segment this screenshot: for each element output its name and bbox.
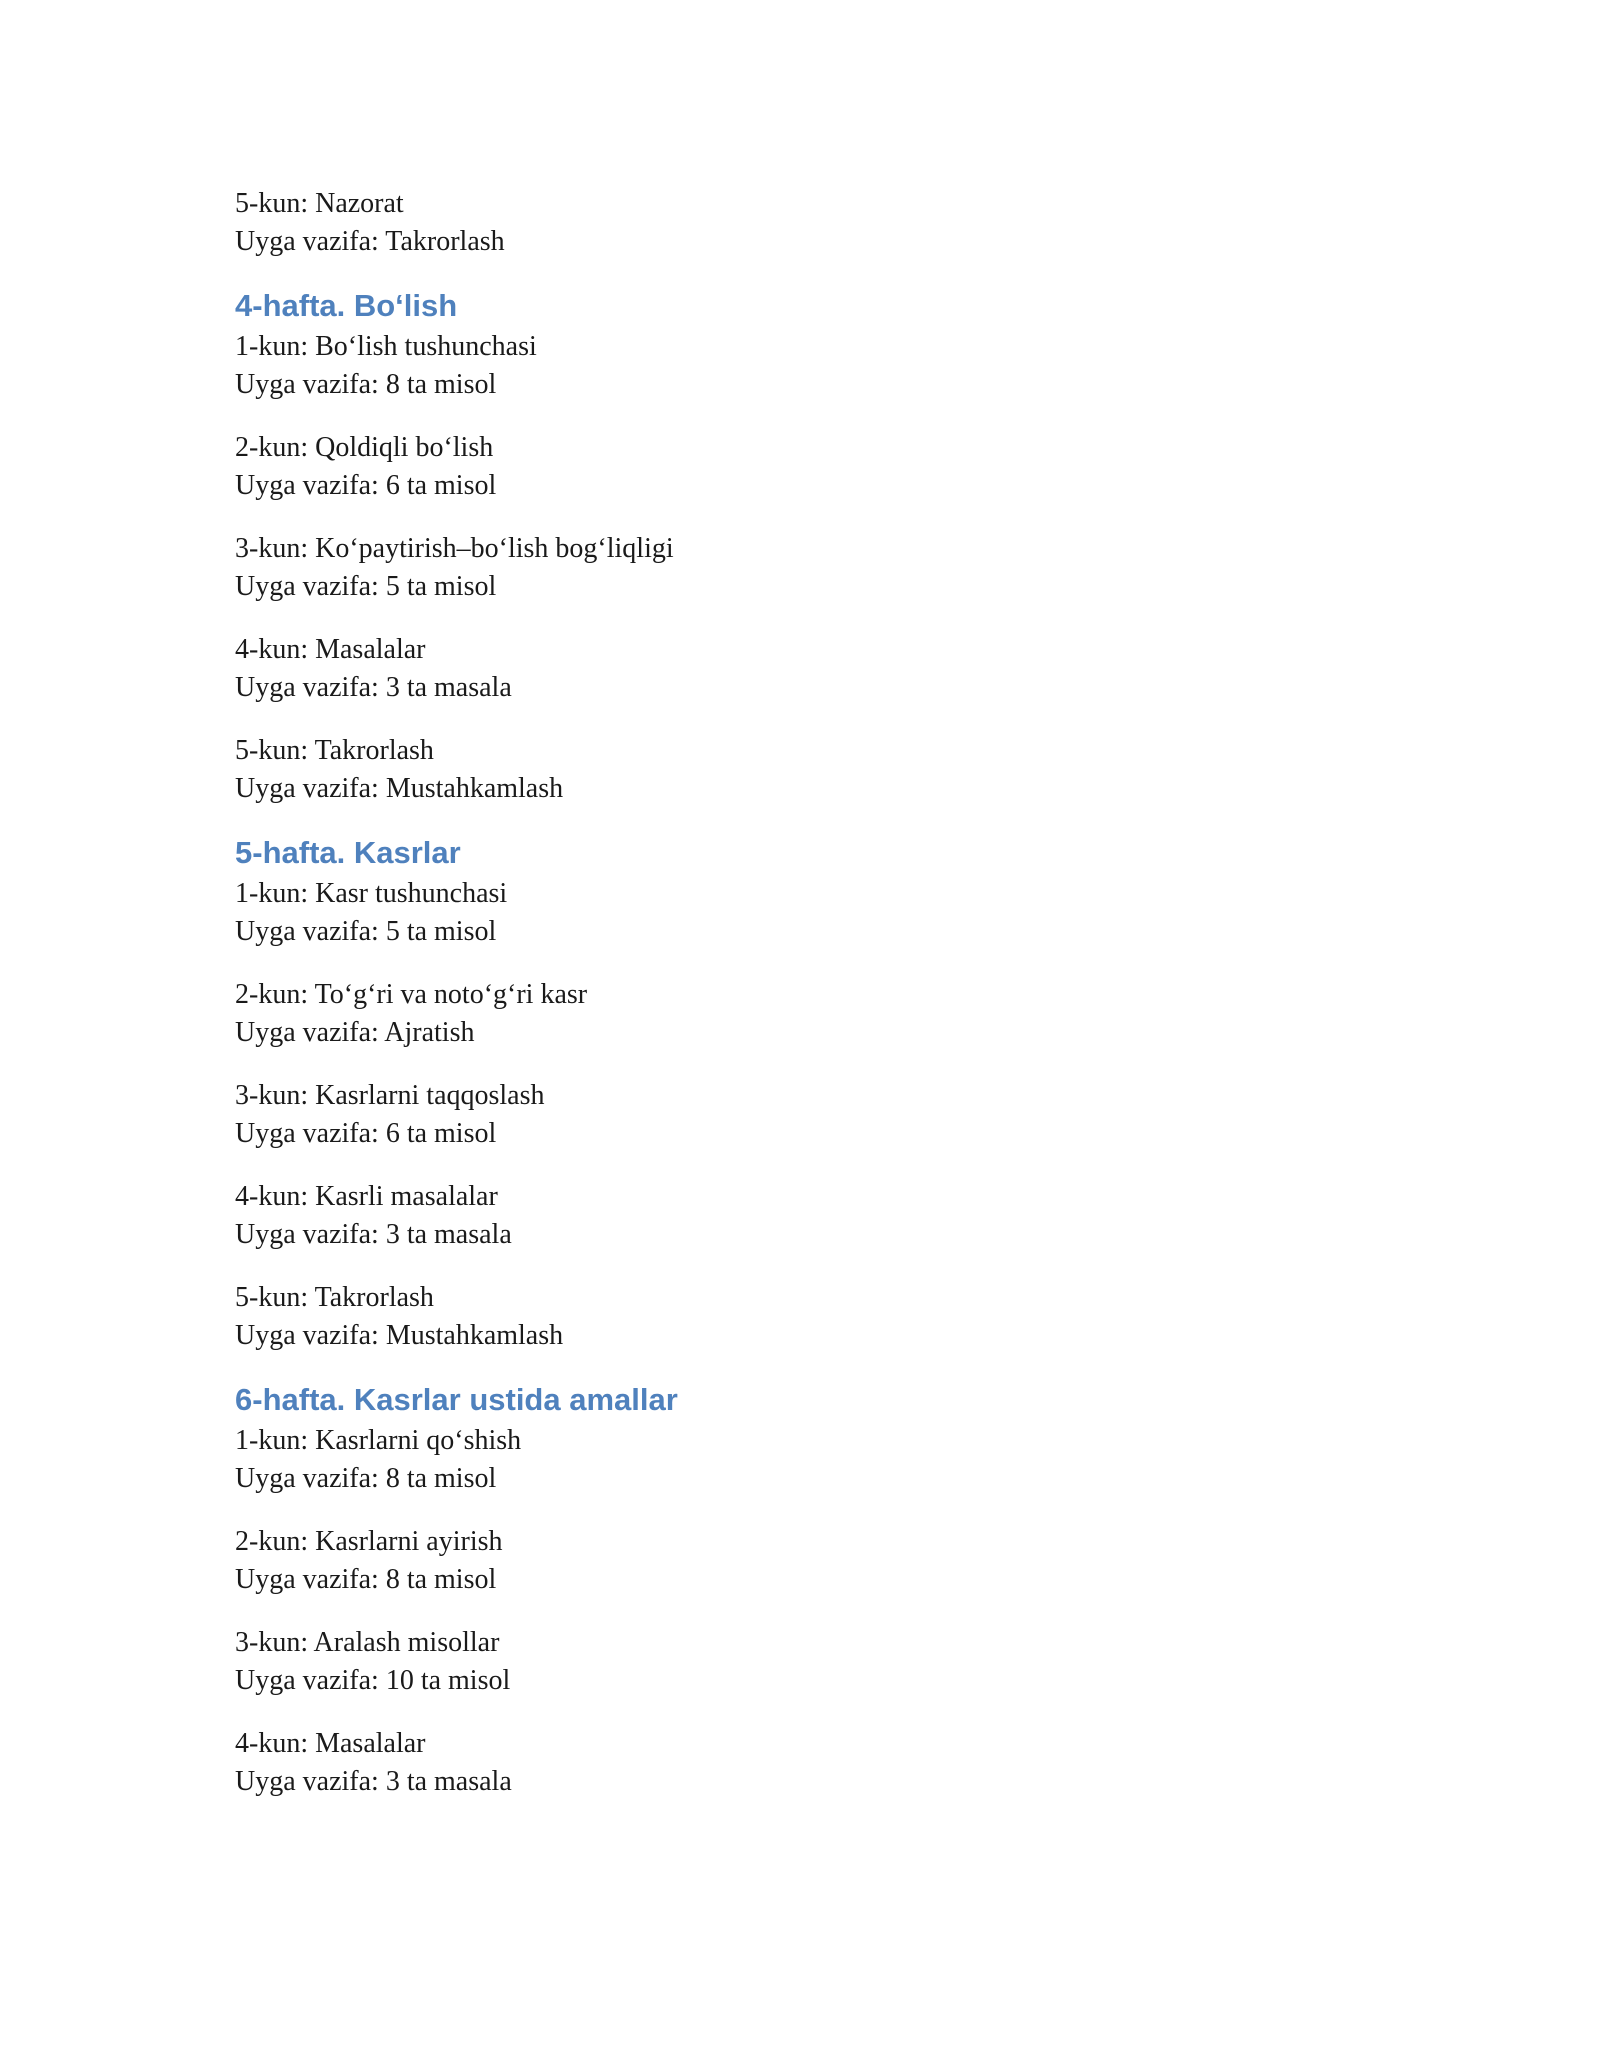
week-heading: 6-hafta. Kasrlar ustida amallar (235, 1382, 678, 1417)
day-topic: 4-kun: Masalalar (235, 634, 426, 665)
day-topic: 3-kun: Aralash misollar (235, 1627, 500, 1658)
day-topic: 2-kun: Qoldiqli bo‘lish (235, 432, 494, 463)
day-entry (235, 1523, 1385, 1599)
day-topic: 5-kun: Nazorat (235, 188, 404, 219)
week-section-4 (235, 286, 1385, 808)
week-heading: 5-hafta. Kasrlar (235, 835, 461, 870)
day-entry (235, 1422, 1385, 1498)
day-entry (235, 875, 1385, 951)
day-homework: Uyga vazifa: 5 ta misol (235, 916, 497, 947)
day-homework: Uyga vazifa: Ajratish (235, 1017, 475, 1048)
day-topic: 3-kun: Kasrlarni taqqoslash (235, 1080, 545, 1111)
day-topic: 1-kun: Kasr tushunchasi (235, 878, 508, 909)
day-topic: 3-kun: Ko‘paytirish–bo‘lish bog‘liqligi (235, 533, 674, 564)
day-homework: Uyga vazifa: Mustahkamlash (235, 1320, 564, 1351)
day-homework: Uyga vazifa: 6 ta misol (235, 1118, 497, 1149)
day-topic: 2-kun: To‘g‘ri va noto‘g‘ri kasr (235, 979, 588, 1010)
day-topic: 1-kun: Bo‘lish tushunchasi (235, 331, 537, 362)
day-topic: 1-kun: Kasrlarni qo‘shish (235, 1425, 522, 1456)
day-homework: Uyga vazifa: Mustahkamlash (235, 773, 564, 804)
day-homework: Uyga vazifa: Takrorlash (235, 226, 505, 257)
day-topic: 2-kun: Kasrlarni ayirish (235, 1526, 503, 1557)
day-homework: Uyga vazifa: 8 ta misol (235, 369, 497, 400)
day-entry (235, 631, 1385, 707)
day-entry (235, 1725, 1385, 1801)
day-entry (235, 1279, 1385, 1355)
day-homework: Uyga vazifa: 8 ta misol (235, 1463, 497, 1494)
day-entry (235, 328, 1385, 404)
day-topic: 4-kun: Masalalar (235, 1728, 426, 1759)
week-heading: 4-hafta. Bo‘lish (235, 288, 458, 323)
day-entry (235, 732, 1385, 808)
day-homework: Uyga vazifa: 3 ta masala (235, 1766, 512, 1797)
day-homework: Uyga vazifa: 3 ta masala (235, 672, 512, 703)
day-homework: Uyga vazifa: 5 ta misol (235, 571, 497, 602)
day-homework: Uyga vazifa: 10 ta misol (235, 1665, 511, 1696)
day-entry (235, 185, 1385, 261)
document-body (235, 185, 1385, 1826)
day-topic: 5-kun: Takrorlash (235, 735, 434, 766)
day-homework: Uyga vazifa: 6 ta misol (235, 470, 497, 501)
week-section-6 (235, 1380, 1385, 1801)
week-section-5 (235, 833, 1385, 1355)
day-topic: 5-kun: Takrorlash (235, 1282, 434, 1313)
day-entry (235, 429, 1385, 505)
day-topic: 4-kun: Kasrli masalalar (235, 1181, 498, 1212)
day-entry (235, 1178, 1385, 1254)
day-entry (235, 1077, 1385, 1153)
day-entry (235, 1624, 1385, 1700)
day-homework: Uyga vazifa: 8 ta misol (235, 1564, 497, 1595)
day-entry (235, 976, 1385, 1052)
day-entry (235, 530, 1385, 606)
day-homework: Uyga vazifa: 3 ta masala (235, 1219, 512, 1250)
